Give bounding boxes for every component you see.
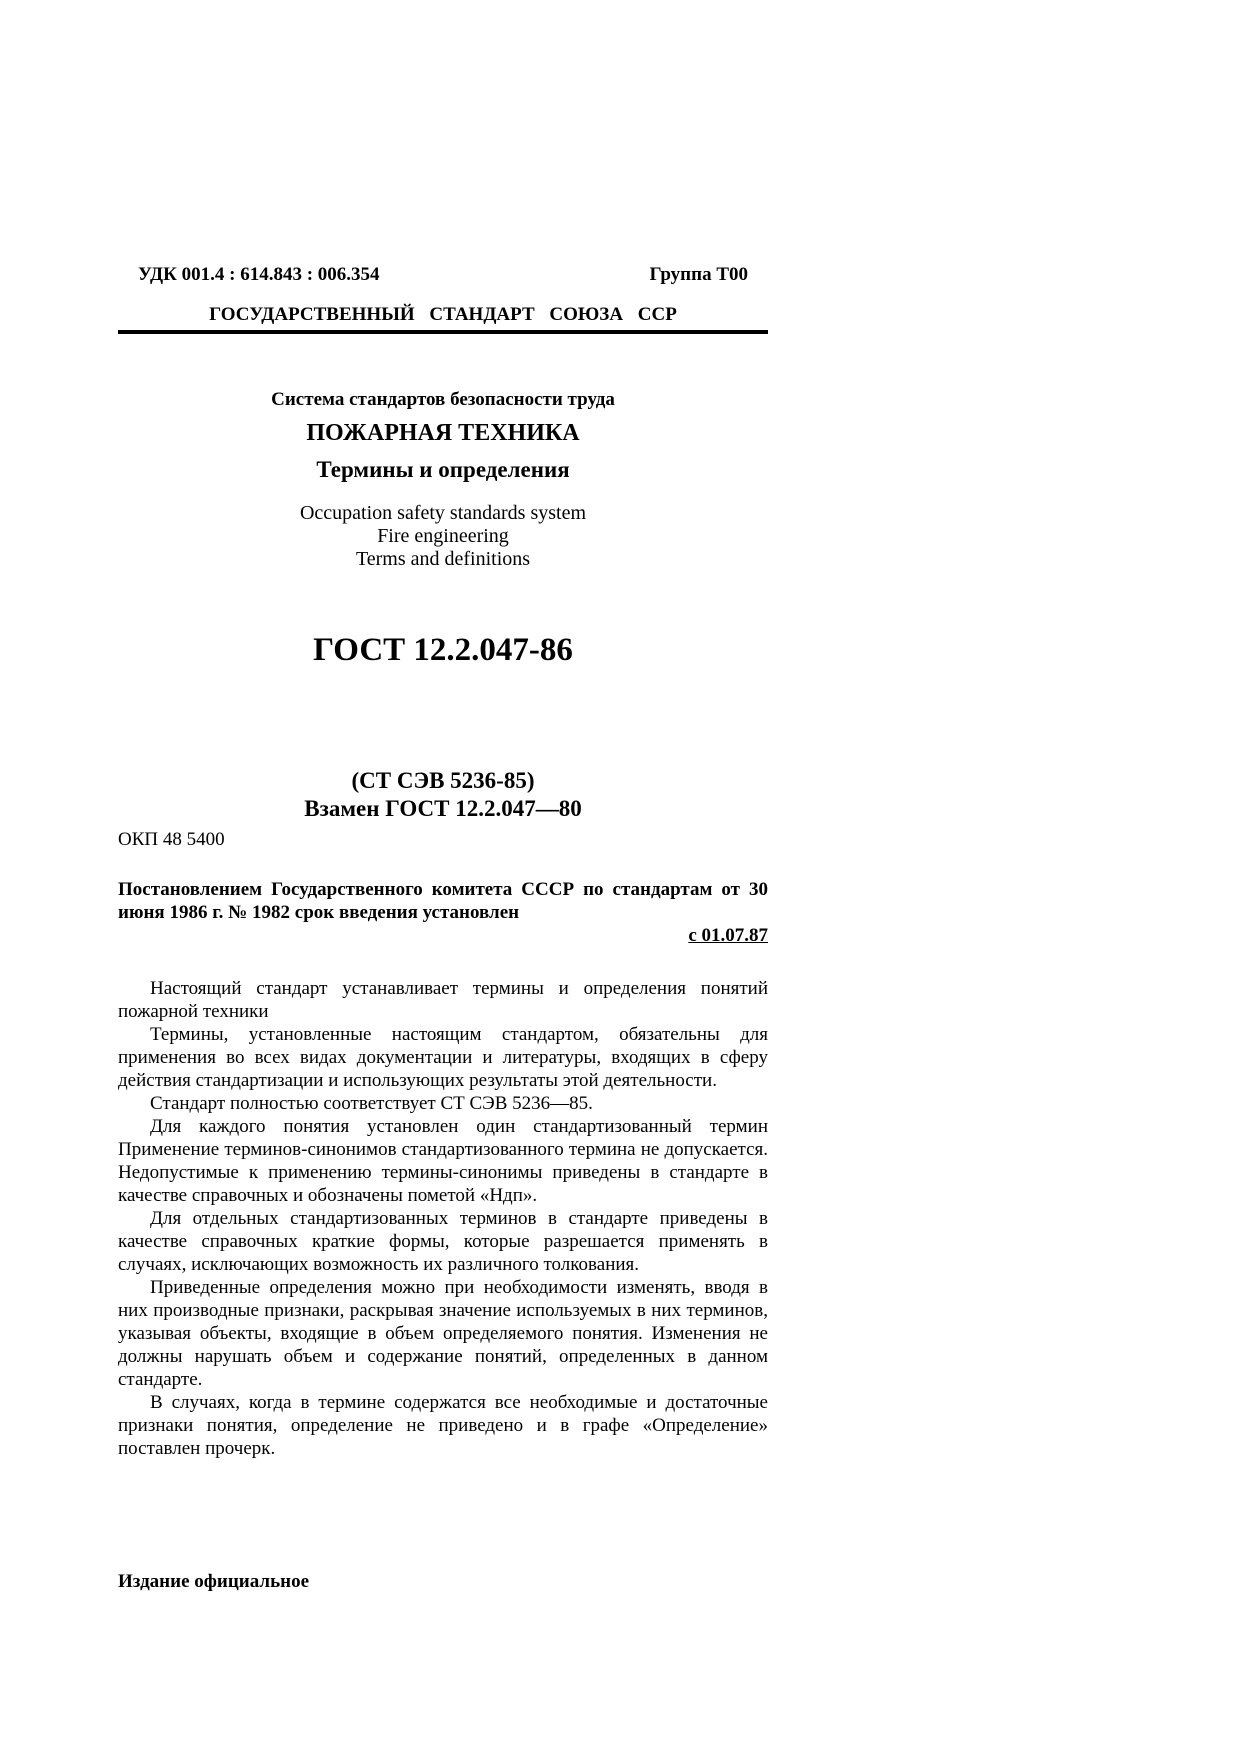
decree-text: Постановлением Государственного комитета СССР по стандартам от 30 июня 1986 г. № 1982 срок введения установлен xyxy=(118,879,768,923)
english-title-line: Terms and definitions xyxy=(355,548,531,570)
english-title-line: Fire engineering xyxy=(377,525,509,547)
document-main-title: ПОЖАРНАЯ ТЕХНИКА xyxy=(306,420,580,446)
udk-code: УДК 001.4 : 614.843 : 006.354 xyxy=(138,264,380,285)
gost-designation: ГОСТ 12.2.047-86 xyxy=(313,632,573,668)
replaces-standard: Взамен ГОСТ 12.2.047—80 xyxy=(304,796,582,821)
body-paragraph: В случаях, когда в термине содержатся все необходимые и достаточные признаки понятия, определение не приведено и в графе «Определение» поставлен прочерк. xyxy=(118,1392,768,1459)
document-page xyxy=(118,0,768,1753)
official-edition-label: Издание официальное xyxy=(118,1571,310,1592)
okp-code: ОКП 48 5400 xyxy=(118,829,225,850)
effective-date: с 01.07.87 xyxy=(688,925,768,946)
english-title xyxy=(118,502,768,571)
body-paragraph: Настоящий стандарт устанавливает термины и определения понятий пожарной техники xyxy=(118,978,768,1022)
english-title-line: Occupation safety standards system xyxy=(299,502,587,524)
header-divider xyxy=(118,330,768,334)
body-paragraph: Стандарт полностью соответствует СТ СЭВ 5236—85. xyxy=(150,1093,593,1114)
body-paragraph: Приведенные определения можно при необходимости изменять, вводя в них производные признаки, раскрывая значение используемых в них терминов, указывая объекты, входящие в объем определяемого понятия. Изменения не должны нарушать объем и содержание понятий, определенных в данном стандарте. xyxy=(118,1277,768,1390)
body-paragraph: Для отдельных стандартизованных терминов в стандарте приведены в качестве справочных краткие формы, которые разрешается применять в случаях, исключающих возможность их различного толкования. xyxy=(118,1208,768,1275)
document-subtitle: Термины и определения xyxy=(316,457,570,482)
state-standard-heading: ГОСУДАРСТВЕННЫЙ СТАНДАРТ СОЮЗА ССР xyxy=(209,304,677,325)
body-paragraph: Для каждого понятия установлен один стандартизованный термин Применение терминов-синонимов стандартизованного термина не допускается. Недопустимые к применению термины-синонимы приведены в стандарте в качестве справочных и обозначены пометой «Ндп». xyxy=(118,1116,768,1206)
standards-system-title: Система стандартов безопасности труда xyxy=(271,389,615,410)
introduction-body xyxy=(118,977,768,1460)
body-paragraph: Термины, установленные настоящим стандартом, обязательны для применения во всех видах документации и литературы, входящих в сферу действия стандартизации и использующих результаты этой деятельности. xyxy=(118,1024,768,1091)
group-code: Группа Т00 xyxy=(649,264,748,285)
st-sev-reference: (СТ СЭВ 5236-85) xyxy=(351,768,535,793)
